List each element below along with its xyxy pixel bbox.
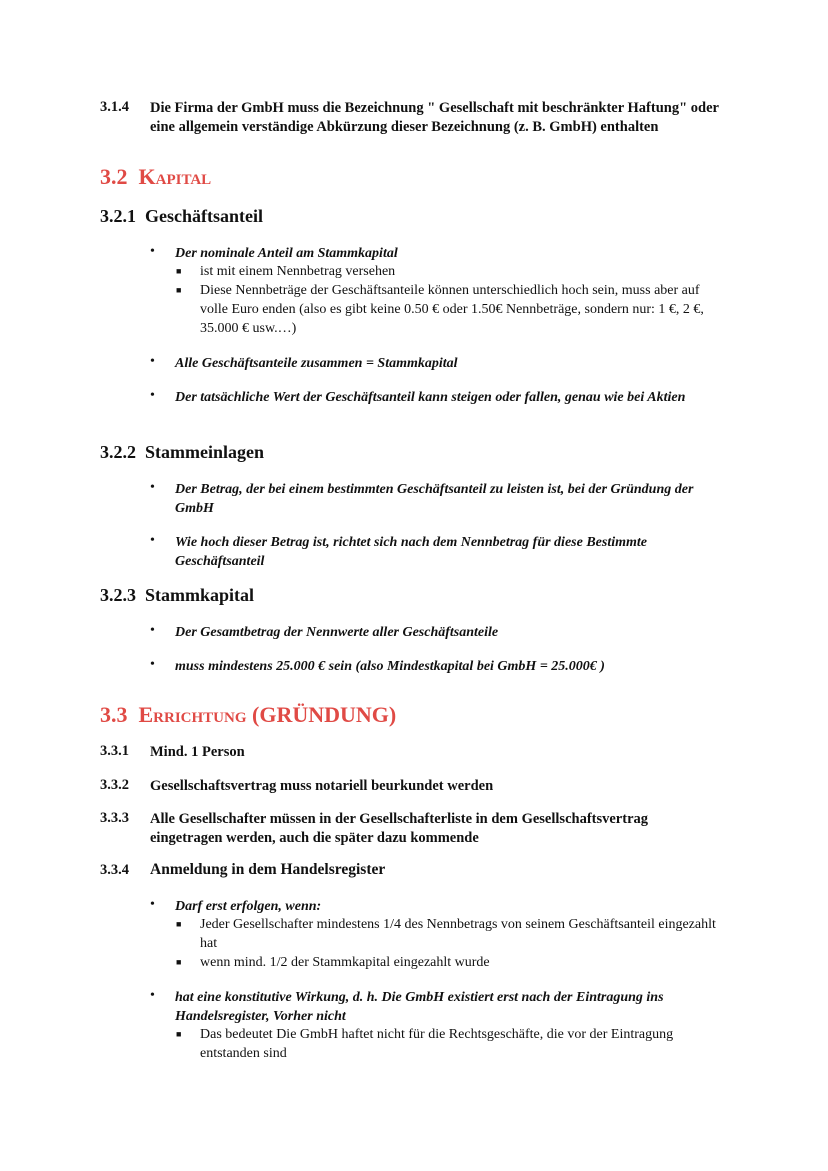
bullet-icon: • — [150, 533, 155, 548]
heading-title-suffix: (GRÜNDUNG) — [252, 702, 397, 727]
section-number-3-3-4: 3.3.4 — [100, 862, 129, 878]
list-item: Darf erst erfolgen, wenn: — [175, 899, 322, 914]
section-text-3-3-4: Anmeldung in dem Handelsregister — [150, 861, 386, 878]
square-bullet-icon: ■ — [176, 957, 182, 967]
sub-list-item: ist mit einem Nennbetrag versehen — [200, 264, 396, 279]
list-item: Wie hoch dieser Betrag ist, richtet sich nach dem Nennbetrag für diese Bestimmte Geschäftsanteil — [175, 535, 647, 569]
section-number-3-3-3: 3.3.3 — [100, 810, 129, 826]
sub-list-item: Das bedeutet Die GmbH haftet nicht für die Rechtsgeschäfte, die vor der Eintragung entstanden sind — [200, 1027, 674, 1061]
bullet-icon: • — [150, 988, 155, 1003]
heading-3-2 — [100, 164, 211, 190]
list-item: Der Gesamtbetrag der Nennwerte aller Geschäftsanteile — [175, 625, 499, 640]
heading-title: Errichtung — [138, 702, 247, 727]
square-bullet-icon: ■ — [176, 285, 182, 295]
heading-3-2-2 — [100, 442, 264, 463]
section-text-3-3-3: Alle Gesellschafter müssen in der Gesellschafterliste in dem Gesellschaftsvertrag eingetragen werden, auch die später dazu kommende — [150, 811, 649, 846]
square-bullet-icon: ■ — [176, 919, 182, 929]
list-item: Alle Geschäftsanteile zusammen = Stammkapital — [175, 356, 458, 371]
heading-number: 3.2.3 — [100, 585, 136, 605]
heading-3-2-1 — [100, 206, 263, 227]
bullet-icon: • — [150, 657, 155, 672]
heading-number: 3.2 — [100, 164, 128, 189]
heading-number: 3.2.1 — [100, 206, 136, 226]
bullet-icon: • — [150, 623, 155, 638]
square-bullet-icon: ■ — [176, 1029, 182, 1039]
heading-title: Stammkapital — [145, 585, 255, 605]
section-number-3-1-4: 3.1.4 — [100, 99, 129, 115]
section-text-3-3-1: Mind. 1 Person — [150, 744, 245, 760]
heading-title: Geschäftsanteil — [145, 206, 263, 226]
list-item: Der nominale Anteil am Stammkapital — [175, 246, 398, 261]
heading-3-2-3 — [100, 585, 254, 606]
list-item: Der tatsächliche Wert der Geschäftsanteil kann steigen oder fallen, genau wie bei Aktien — [175, 390, 686, 405]
heading-number: 3.2.2 — [100, 442, 136, 462]
bullet-icon: • — [150, 897, 155, 912]
list-item: Der Betrag, der bei einem bestimmten Geschäftsanteil zu leisten ist, bei der Gründung der GmbH — [175, 482, 694, 516]
heading-3-3 — [100, 702, 396, 728]
heading-number: 3.3 — [100, 702, 128, 727]
section-text-3-3-2: Gesellschaftsvertrag muss notariell beurkundet werden — [150, 778, 494, 794]
bullet-icon: • — [150, 244, 155, 259]
section-number-3-3-1: 3.3.1 — [100, 743, 129, 759]
bullet-icon: • — [150, 388, 155, 403]
sub-list-item: wenn mind. 1/2 der Stammkapital eingezahlt wurde — [200, 955, 490, 970]
bullet-icon: • — [150, 354, 155, 369]
list-item: hat eine konstitutive Wirkung, d. h. Die GmbH existiert erst nach der Eintragung ins Handelsregister, Vorher nicht — [175, 990, 664, 1024]
heading-title: Kapital — [138, 164, 212, 189]
bullet-icon: • — [150, 480, 155, 495]
heading-title: Stammeinlagen — [145, 442, 264, 462]
sub-list-item: Jeder Gesellschafter mindestens 1/4 des Nennbetrags von seinem Geschäftsanteil eingezahlt hat — [200, 917, 716, 951]
square-bullet-icon: ■ — [176, 266, 182, 276]
section-number-3-3-2: 3.3.2 — [100, 777, 129, 793]
list-item: muss mindestens 25.000 € sein (also Mindestkapital bei GmbH = 25.000€ ) — [175, 659, 605, 674]
section-text-3-1-4: Die Firma der GmbH muss die Bezeichnung " Gesellschaft mit beschränkter Haftung" oder eine allgemein verständige Abkürzung dieser Bezeichnung (z. B. GmbH) enthalten — [150, 100, 719, 135]
sub-list-item: Diese Nennbeträge der Geschäftsanteile können unterschiedlich hoch sein, muss aber auf volle Euro enden (also es gibt keine 0.50 € oder 1.50€ Nennbeträge, sondern nur: 1 €, 2 €, 35.000 € usw.…) — [200, 283, 704, 336]
